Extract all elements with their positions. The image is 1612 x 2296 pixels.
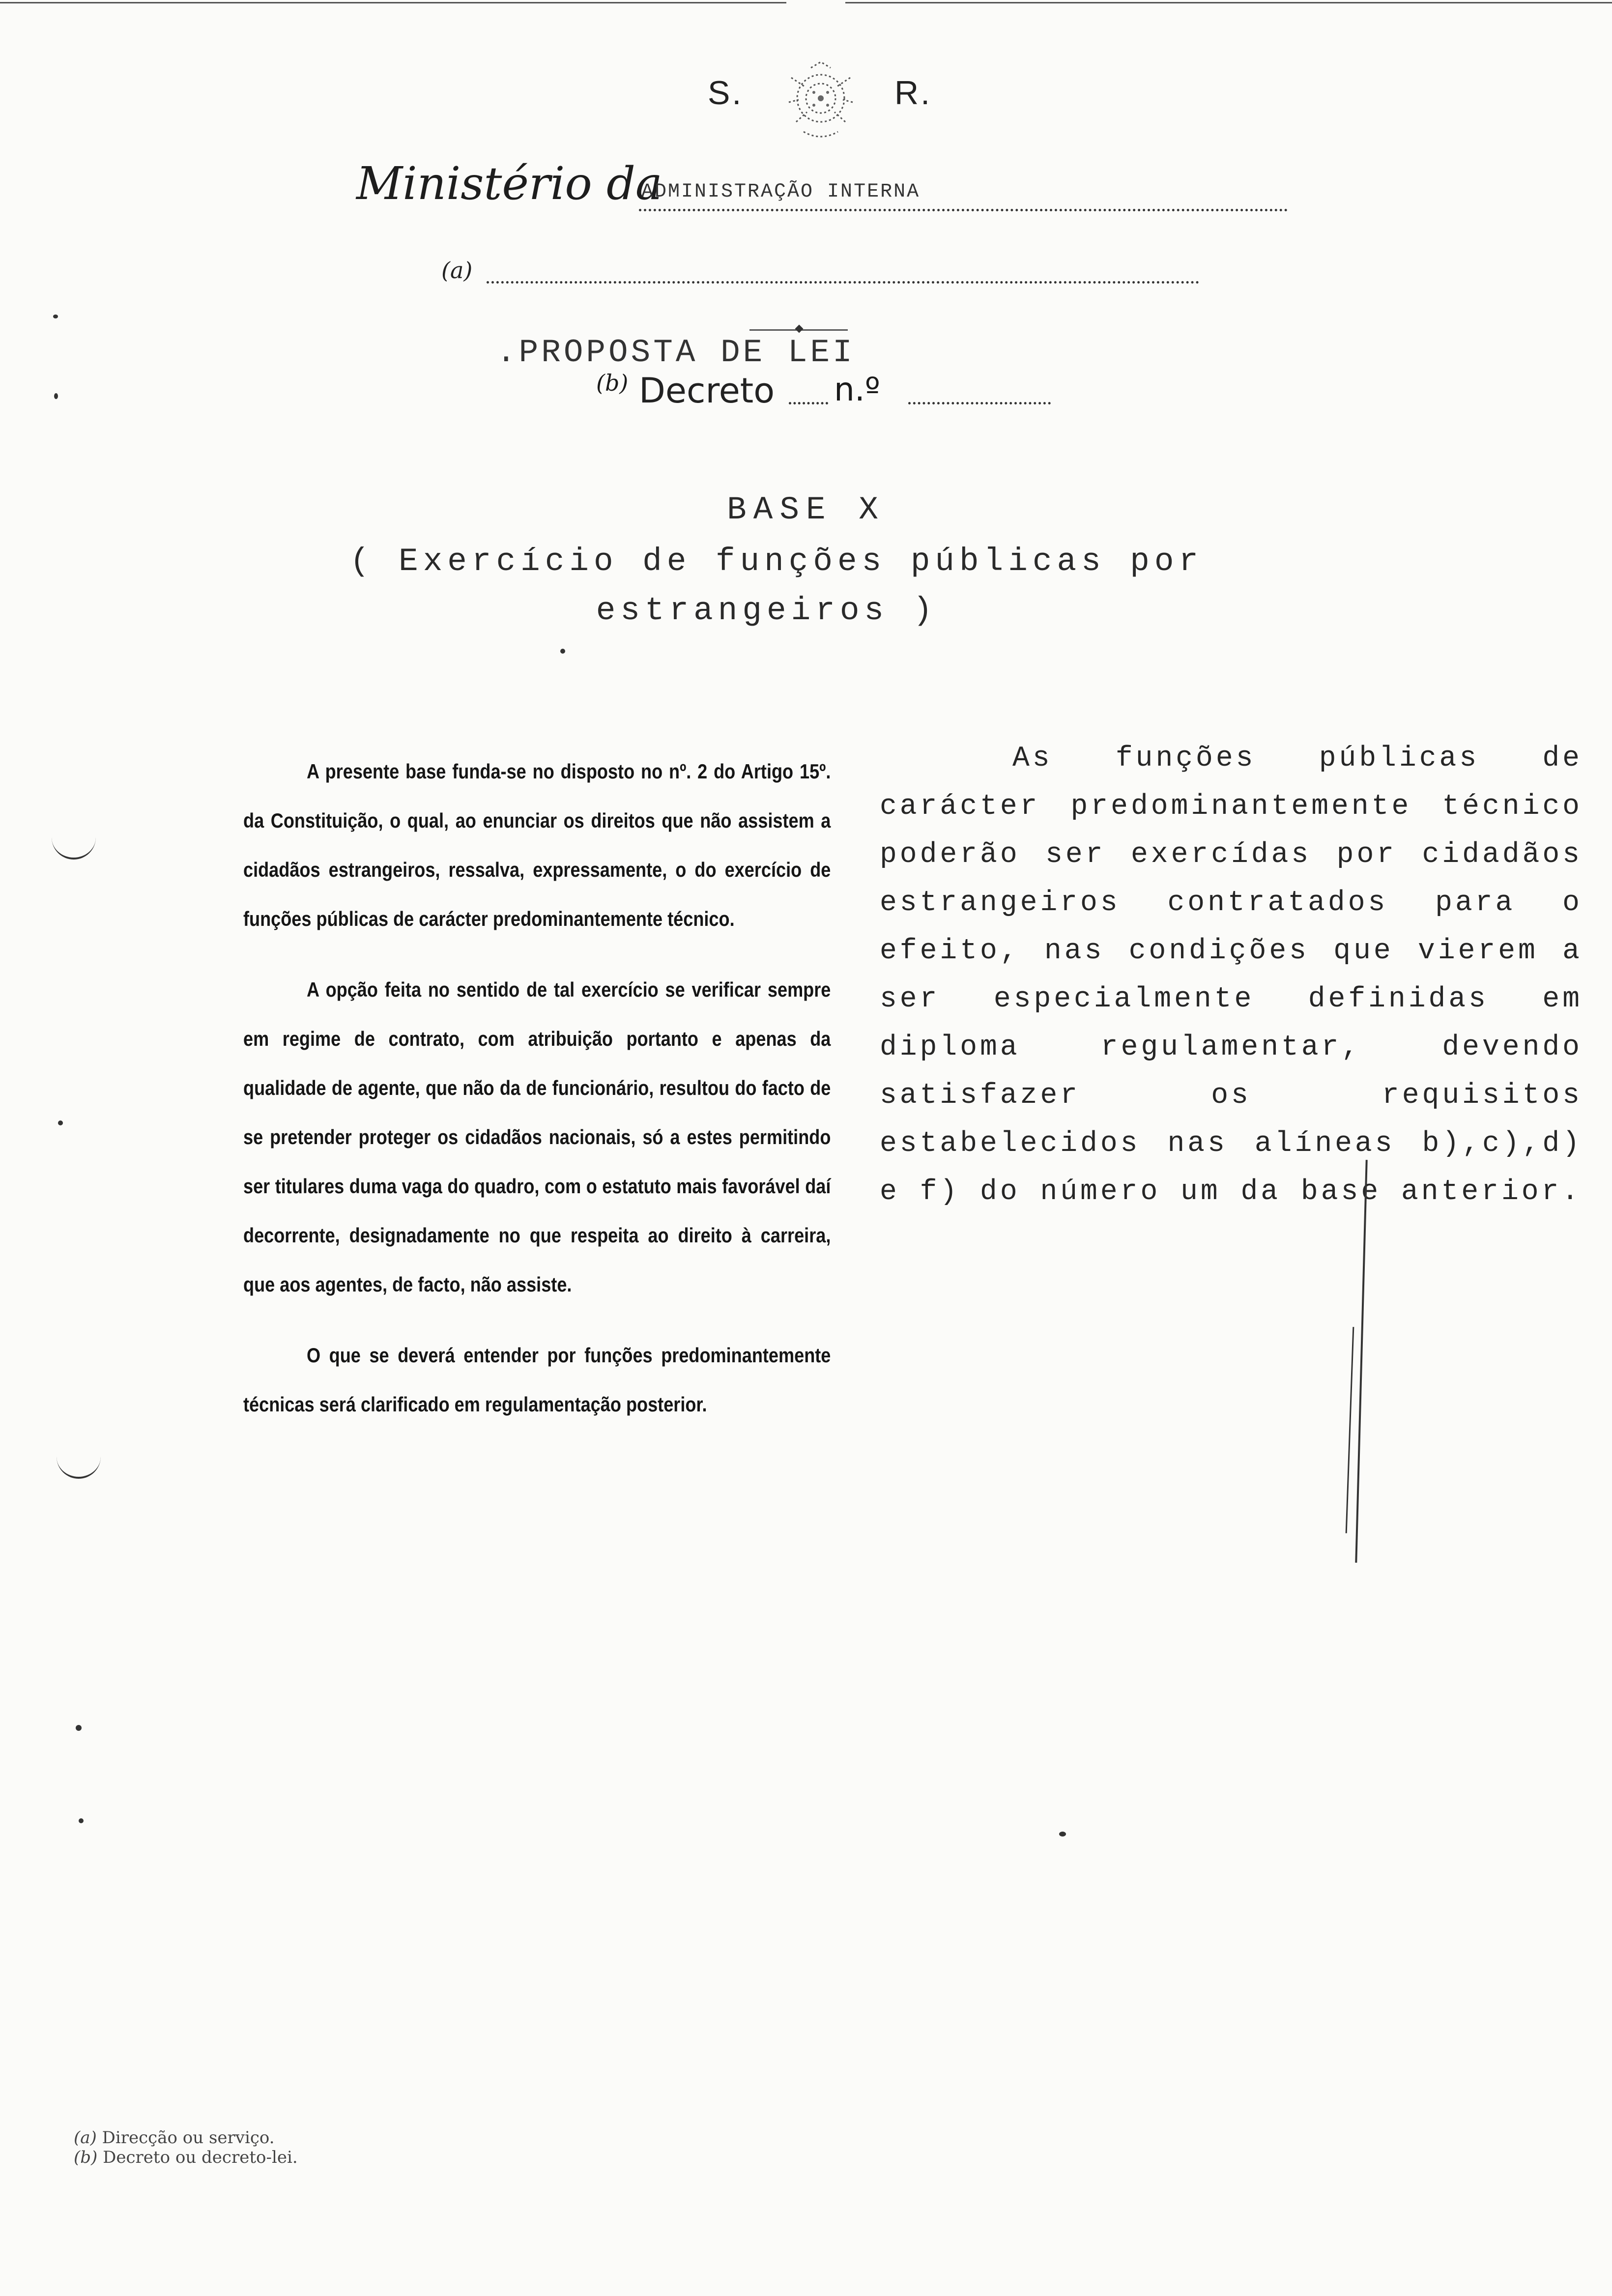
proposal-heading: .PROPOSTA DE LEI xyxy=(496,334,855,371)
scan-speck xyxy=(54,393,58,399)
scan-speck xyxy=(58,1120,63,1125)
ornament-dash xyxy=(749,329,848,331)
base-subtitle-line2: estrangeiros ) xyxy=(596,592,938,629)
direction-dotted-line xyxy=(487,281,1199,284)
decree-number-dotted-line xyxy=(908,402,1051,404)
scan-edge-line-right xyxy=(845,2,1612,3)
scan-speck xyxy=(79,1818,84,1823)
footnote-b-text: Decreto ou decreto-lei. xyxy=(103,2148,298,2167)
justification-paragraph-2: A opção feita no sentido de tal exercício se verificar sempre em regime de contrato, com atribuição portanto e apenas da qualidade de agente, que não da de funcionário, resultou do facto de se pretender proteger os cidadãos nacionais, só a estes permitindo ser titulares duma vaga do quadro, com o estatuto mais favorável daí decorrente, designadamente no que respeita ao direito à carreira, que aos agentes, de facto, não assiste. xyxy=(243,978,831,1296)
letterhead-left-letter: S. xyxy=(708,74,744,112)
punch-hole-arc-lower xyxy=(57,1455,101,1479)
footnote-a xyxy=(74,2128,298,2148)
footnote-a-label: (a) xyxy=(74,2128,97,2148)
margin-vertical-mark-secondary xyxy=(1346,1327,1354,1533)
base-subtitle-line1: ( Exercício de funções públicas por xyxy=(349,543,1204,580)
scan-speck xyxy=(76,1725,82,1731)
scan-speck xyxy=(560,649,565,654)
decree-dotted-line xyxy=(789,402,828,404)
scan-edge-line-left xyxy=(0,2,786,3)
coat-of-arms-icon xyxy=(777,58,865,142)
base-title: BASE X xyxy=(727,491,885,528)
direction-label: (a) xyxy=(441,257,473,284)
justification-paragraph-1: A presente base funda-se no disposto no nº. 2 do Artigo 15º. da Constituição, o qual, ao enunciar os direitos que não assistem a cidadãos estrangeiros, ressalva, expressamente, o do exercício de funções públicas de carácter predominantemente técnico. xyxy=(243,760,831,930)
scan-speck xyxy=(53,315,58,318)
decree-number-label: n.º xyxy=(834,371,880,408)
article-text-column xyxy=(880,735,1583,1216)
ministry-dotted-line xyxy=(639,209,1288,211)
punch-hole-arc-upper xyxy=(52,835,96,860)
ministry-department: ADMINISTRAÇÃO INTERNA xyxy=(641,181,921,203)
ministry-heading xyxy=(356,157,662,210)
footnote-b xyxy=(74,2148,298,2167)
margin-vertical-mark xyxy=(1355,1160,1367,1563)
article-text: As funções públicas de carácter predominantemente técnico poderão ser exercídas por cidadãos estrangeiros contratados para o efeito, nas condições que vierem a ser especialmente definidas em diploma regulamentar, devendo satisfazer os requisitos estabelecidos nas alíneas b),c),d) e f) do número um da base anterior. xyxy=(880,743,1583,1208)
footnotes xyxy=(74,2128,298,2167)
justification-paragraph-3: O que se deverá entender por funções predominantemente técnicas será clarificado em regulamentação posterior. xyxy=(243,1344,831,1416)
footnote-a-text: Direcção ou serviço. xyxy=(102,2128,275,2148)
decree-label: Decreto xyxy=(639,371,775,411)
scan-speck xyxy=(1059,1832,1066,1837)
decree-label-marker: (b) xyxy=(596,370,629,396)
ministry-joiner: da xyxy=(606,157,662,210)
justification-column xyxy=(243,747,831,1451)
footnote-b-label: (b) xyxy=(74,2148,98,2167)
ministry-prefix: Ministério xyxy=(356,157,592,210)
letterhead-right-letter: R. xyxy=(894,74,932,112)
